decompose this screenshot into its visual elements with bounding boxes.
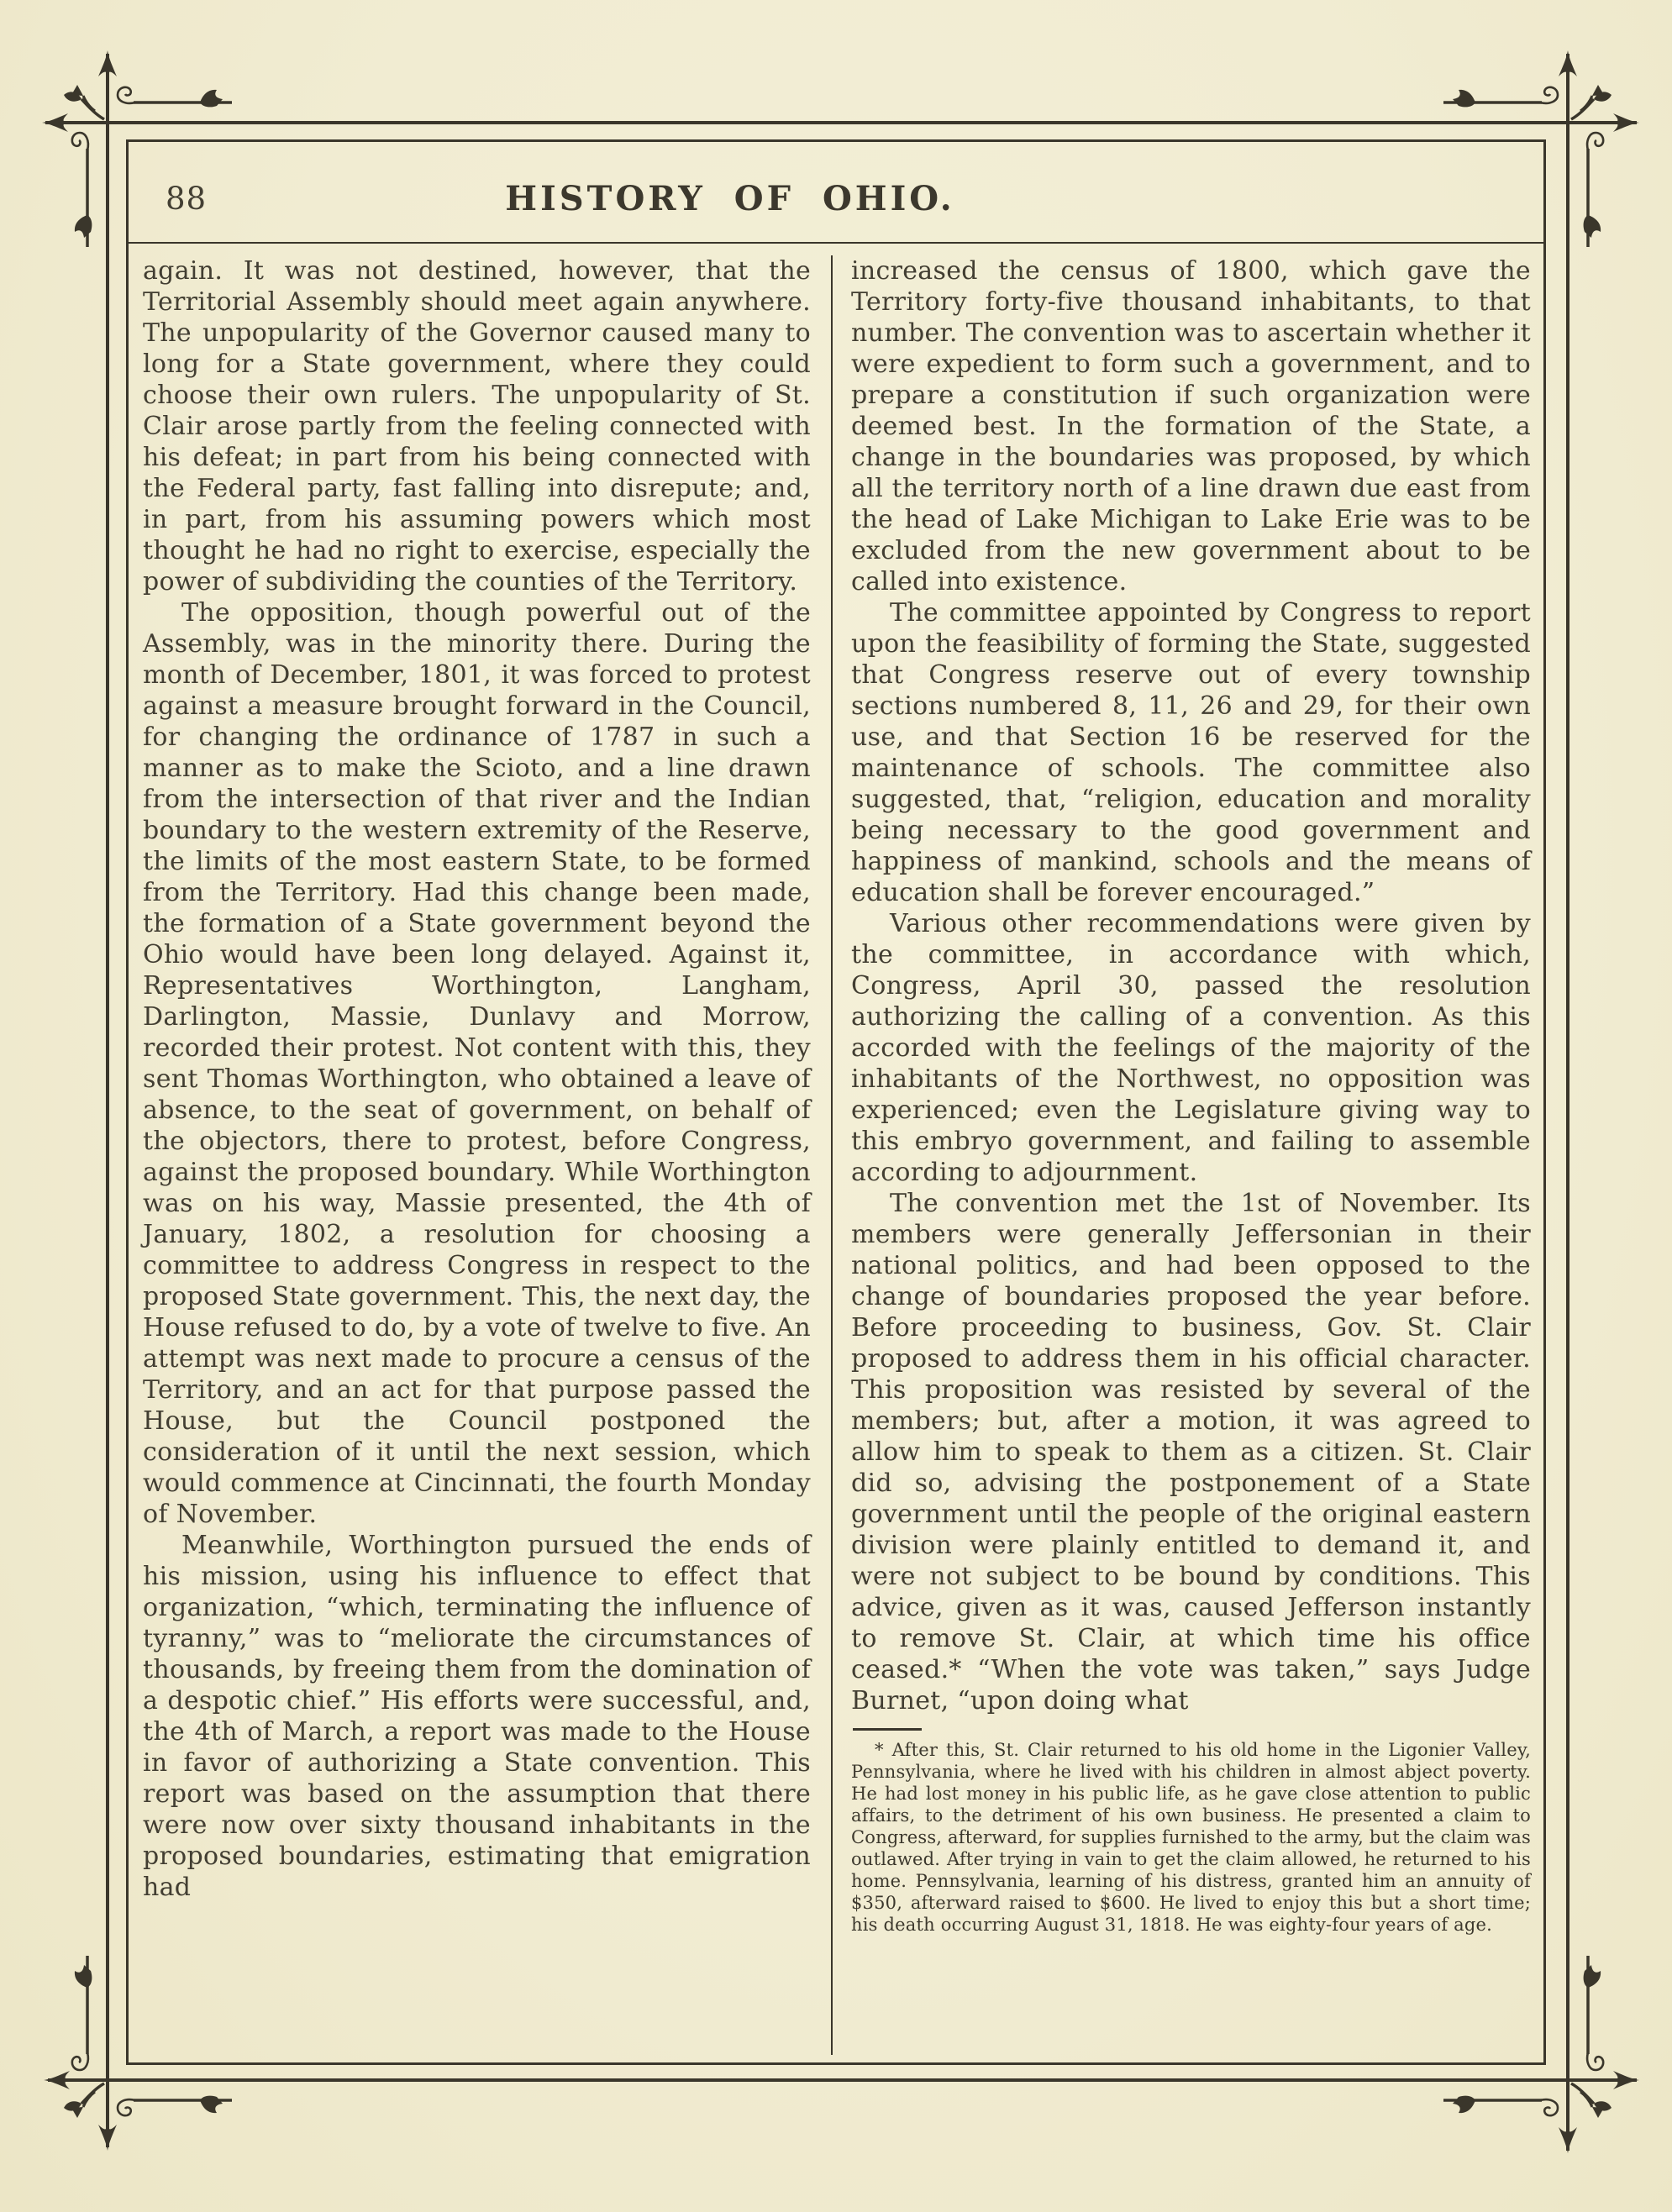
body-paragraph: increased the census of 1800, which gave the Territory forty-five thousand inhabitants, to that number. The convention was to ascertain whether it were expedient to form such a government, and to prepare a constitution if such organization were deemed best. In the formation of the State, a change in the boundaries was proposed, by which all the territory north of a line drawn due east from the head of Lake Michigan to Lake Erie was to be excluded from the new government about to be called into existence. (851, 256, 1531, 596)
arrow-finial (1613, 113, 1639, 132)
footnote-text: * After this, St. Clair returned to his old home in the Ligonier Valley, Pennsylvania, where he lived with his children in almost abject poverty. He had lost money in his public life, as he gave close attention to public affairs, to the detriment of his own business. He presented a claim to Congress, afterward, for supplies furnished to the army, but the claim was outlawed. After trying in vain to get the claim allowed, he returned to his home. Pennsylvania, learning of his distress, granted him an annuity of $350, afterward raised to $600. He lived to enjoy this but a short time; his death occurring August 31, 1818. He was eighty-four years of age. (851, 1740, 1531, 1935)
arrow-finial (98, 50, 117, 76)
arrow-finial (1613, 2071, 1639, 2089)
text-columns (143, 255, 1531, 2058)
body-paragraph: Various other recommendations were given by the committee, in accordance with which, Congress, April 30, passed the resolution authorizing the calling of a convention. As this accorded with the feelings of the majority of the inhabitants of the Northwest, no opposition was experienced; even the Legislature giving way to this embryo government, and failing to assemble according to adjournment. (851, 909, 1531, 1187)
column-divider-rule (831, 255, 833, 2055)
arrow-finial (42, 113, 68, 132)
body-paragraph: again. It was not destined, however, that the Territorial Assembly should meet again anywhere. The unpopularity of the Governor caused many to long for a State government, where they could choose their own rulers. The unpopularity of St. Clair arose partly from the feeling connected with his defeat; in part from his being connected with the Federal party, fast falling into disrepute; and, in part, from his assuming powers which most thought he had no right to exercise, especially the power of subdividing the counties of the Territory. (143, 256, 811, 596)
page-number: 88 (166, 181, 208, 217)
body-paragraph: The committee appointed by Congress to report upon the feasibility of forming the State, suggested that Congress reserve out of every township sections numbered 8, 11, 26 and 29, for their own use, and that Section 16 be reserved for the maintenance of schools. The committee also suggested, that, “religion, education and morality being necessary to the good government and happiness of mankind, schools and the means of education shall be forever encouraged.” (851, 598, 1531, 907)
footnote-separator-rule (853, 1728, 922, 1731)
page-title: HISTORY OF OHIO. (505, 179, 955, 218)
arrow-finial (1559, 50, 1577, 76)
right-column (851, 255, 1531, 2058)
left-column (143, 255, 811, 2058)
body-paragraph: The convention met the 1st of November. Its members were generally Jeffersonian in their national politics, and had been opposed to the change of boundaries proposed the year before. Before proceeding to business, Gov. St. Clair proposed to address them in his official character. This proposition was resisted by several of the members; but, after a motion, it was agreed to allow him to speak to them as a citizen. St. Clair did so, advising the postponement of a State government until the people of the original eastern division were plainly entitled to demand it, and were not subject to be bound by conditions. This advice, given as it was, caused Jefferson instantly to remove St. Clair, at which time his office ceased.* “When the vote was taken,” says Judge Burnet, “upon doing what (851, 1189, 1531, 1715)
arrow-finial (98, 2125, 117, 2151)
arrow-finial (44, 2071, 70, 2089)
arrow-finial (1559, 2127, 1577, 2153)
running-head (129, 142, 1543, 244)
body-paragraph: The opposition, though powerful out of the Assembly, was in the minority there. During the month of December, 1801, it was forced to protest against a measure brought forward in the Council, for changing the ordinance of 1787 in such a manner as to make the Scioto, and a line drawn from the intersection of that river and the Indian boundary to the western extremity of the Reserve, the limits of the most eastern State, to be formed from the Territory. Had this change been made, the formation of a State government beyond the Ohio would have been long delayed. Against it, Representatives Worthington, Langham, Darlington, Massie, Dunlavy and Morrow, recorded their protest. Not content with this, they sent Thomas Worthington, who obtained a leave of absence, to the seat of government, on behalf of the objectors, there to protest, before Congress, against the proposed boundary. While Worthington was on his way, Massie presented, the 4th of January, 1802, a resolution for choosing a committee to address Congress in respect to the proposed State government. This, the next day, the House refused to do, by a vote of twelve to five. An attempt was next made to procure a census of the Territory, and an act for that purpose passed the House, but the Council postponed the consideration of it until the next session, which would commence at Cincinnati, the fourth Monday of November. (143, 598, 811, 1529)
body-paragraph: Meanwhile, Worthington pursued the ends of his mission, using his influence to effect that organization, “which, terminating the influence of tyranny,” was to “meliorate the circumstances of thousands, by freeing them from the domination of a despotic chief.” His efforts were successful, and, the 4th of March, a report was made to the House in favor of authorizing a State convention. This report was based on the assumption that there were now over sixty thousand inhabitants in the proposed boundaries, estimating that emigration had (143, 1531, 811, 1902)
